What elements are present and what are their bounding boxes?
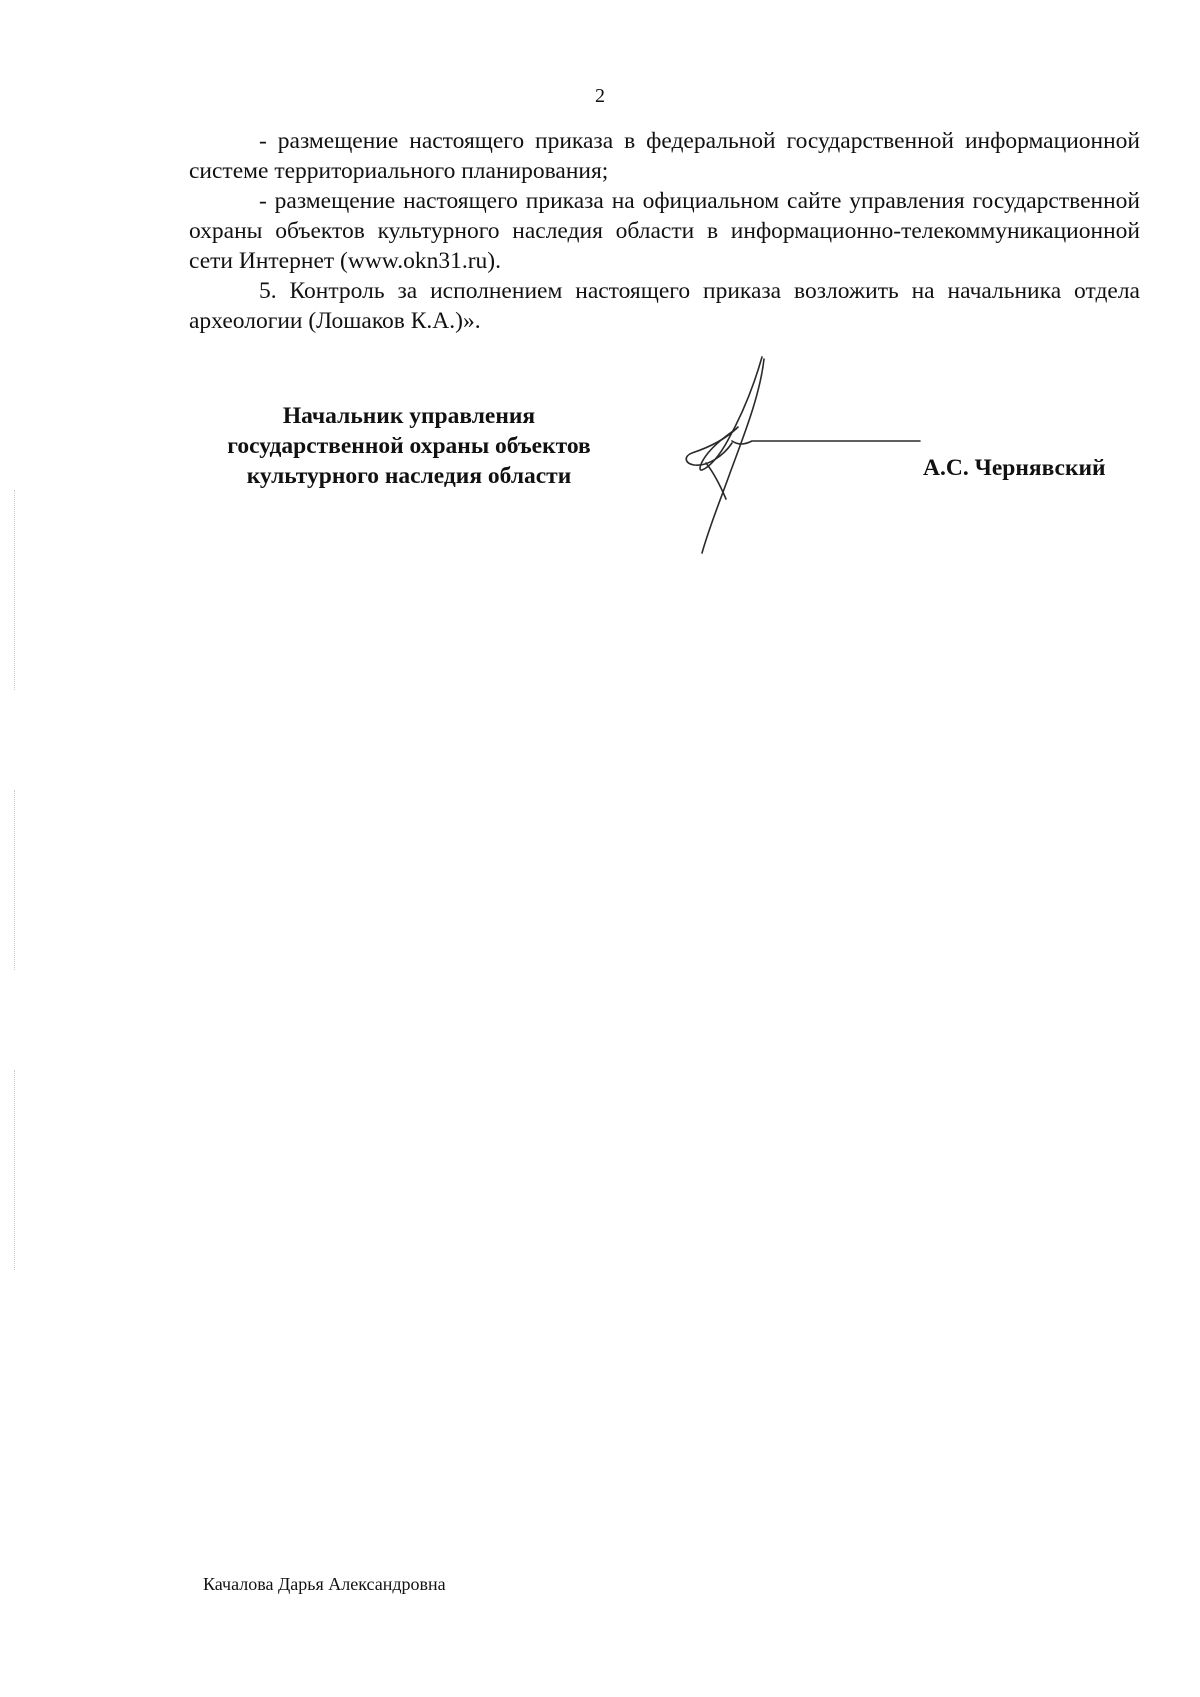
signatory-position	[189, 401, 629, 491]
list-item-federal-system: - размещение настоящего приказа в федеральной государственной информационной системе территориального планирования;	[189, 128, 1140, 184]
position-line: Начальник управления	[282, 403, 536, 429]
handwritten-signature	[680, 355, 930, 565]
scan-edge-mark	[14, 790, 15, 970]
executor-name: Качалова Дарья Александровна	[203, 1574, 446, 1594]
control-paragraph: 5. Контроль за исполнением настоящего приказа возложить на начальника отдела археологии (Лошаков К.А.)».	[189, 278, 1140, 334]
page-number: 2	[595, 85, 605, 107]
document-body	[189, 126, 1140, 336]
list-item-official-site: - размещение настоящего приказа на официальном сайте управления государственной охраны объектов культурного наследия области в информационно-телекоммуникационной сети Интернет (www.okn31.ru).	[189, 188, 1140, 274]
scan-edge-mark	[14, 1070, 15, 1270]
position-line: государственной охраны объектов	[227, 433, 591, 459]
scan-edge-mark	[14, 490, 15, 690]
signer-name: А.С. Чернявский	[923, 455, 1106, 481]
position-line: культурного наследия области	[246, 463, 572, 489]
